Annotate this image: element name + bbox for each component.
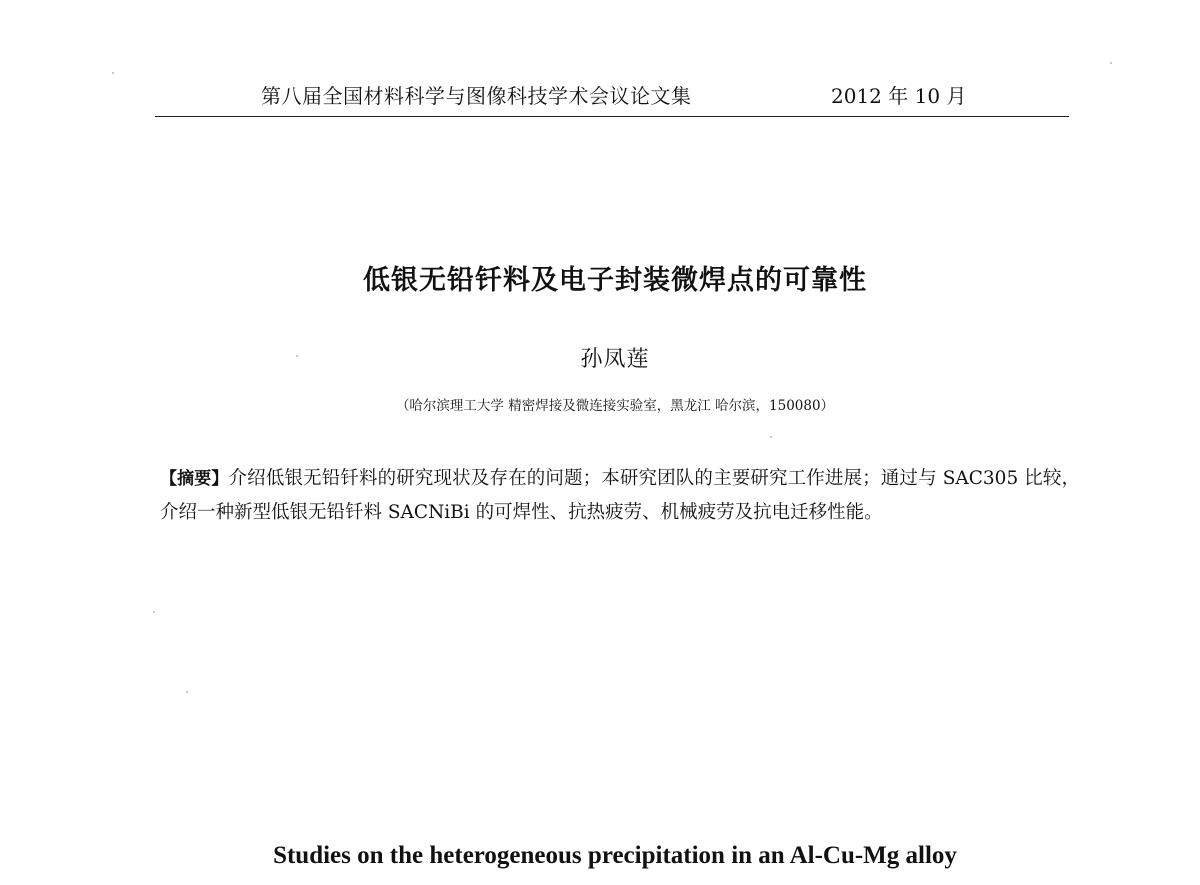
scan-speck xyxy=(112,72,114,74)
paper-title-chinese: 低银无铅钎料及电子封装微焊点的可靠性 xyxy=(363,265,867,296)
running-header xyxy=(155,80,1069,117)
scan-speck xyxy=(770,436,772,438)
scan-speck xyxy=(186,691,188,693)
author-name: 孙凤莲 xyxy=(580,347,650,372)
abstract xyxy=(160,462,1080,529)
scan-speck xyxy=(1110,62,1112,64)
scan-speck xyxy=(153,611,155,613)
abstract-label: 【摘要】 xyxy=(160,469,229,489)
proceedings-title: 第八届全国材料科学与图像科技学术会议论文集 xyxy=(261,84,692,108)
paper-title-english: Studies on the heterogeneous precipitation in an Al-Cu-Mg alloy xyxy=(273,842,957,869)
scan-speck xyxy=(296,355,298,357)
abstract-text: 介绍低银无铅钎料的研究现状及存在的问题；本研究团队的主要研究工作进展；通过与 SAC305 比较，介绍一种新型低银无铅钎料 SACNiBi 的可焊性、抗热疲劳、机械疲劳及抗电迁移性能。 xyxy=(160,468,1081,523)
publication-date: 2012 年 10 月 xyxy=(831,84,967,108)
author-affiliation: （哈尔滨理工大学 精密焊接及微连接实验室，黑龙江 哈尔滨，150080） xyxy=(395,398,835,414)
